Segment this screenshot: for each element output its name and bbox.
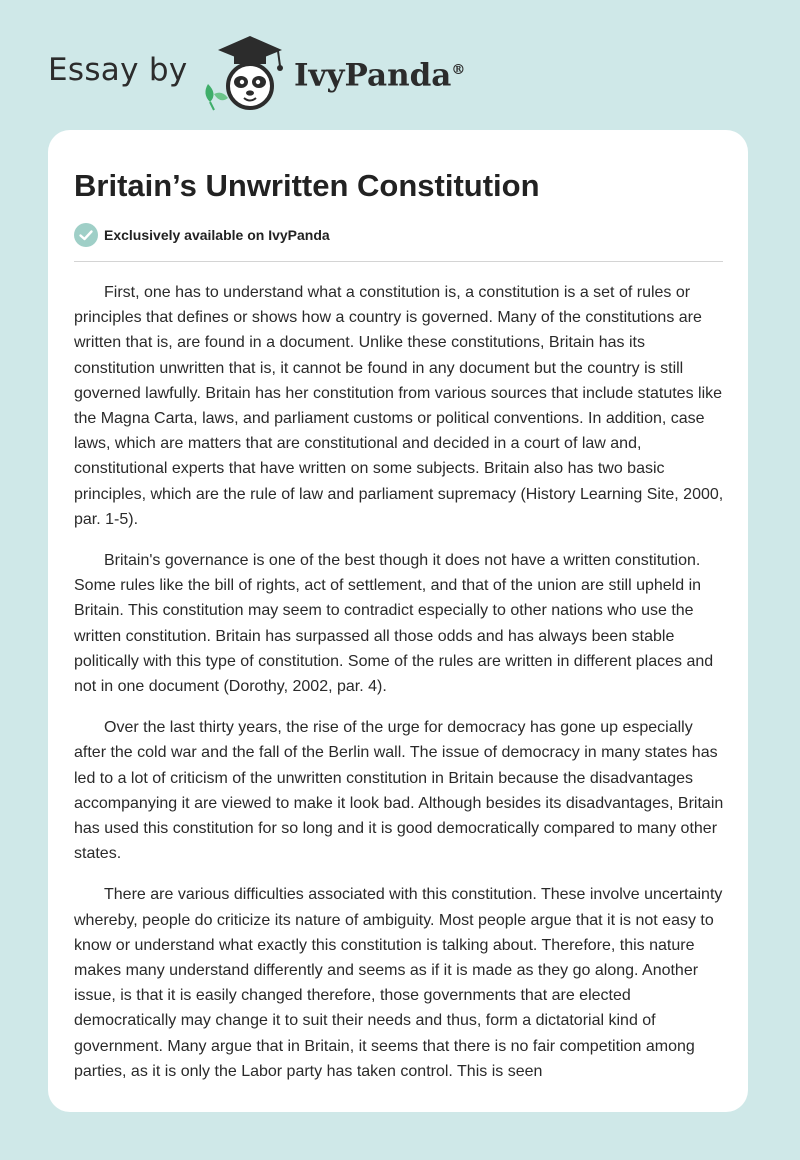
essay-card <box>48 130 748 1112</box>
essay-paragraph-1: First, one has to understand what a constitution is, a constitution is a set of rules or principles that defines or shows how a country is governed. Many of the constitutions are written that is, are found in a document. Unlike these constitutions, Britain has its constitution unwritten that is, it cannot be found in any document but the country is still governed lawfully. Britain has her constitution from various sources that include statutes like the Magna Carta, laws, and parliament customs or political conventions. In addition, case laws, which are matters that are constitutional and decided in a court of law and, constitutional experts that have written on some subjects. Britain also has two basic principles, which are the rule of law and parliament supremacy (History Learning Site, 2000, par. 1-5). <box>74 284 724 528</box>
essay-paragraph-3: Over the last thirty years, the rise of the urge for democracy has gone up especially after the cold war and the fall of the Berlin wall. The issue of democracy in many states has led to a lot of criticism of the unwritten constitution in Britain because the disadvantages accompanying it are viewed to make it look bad. Although besides its disadvantages, Britain has used this constitution for so long and it is good democratically compared to many other states. <box>74 719 724 863</box>
exclusive-label: Exclusively available on IvyPanda <box>104 227 330 243</box>
brand-prefix: Essay by <box>48 52 188 88</box>
title-divider <box>74 261 723 262</box>
brand-name[interactable] <box>294 50 465 95</box>
site-header <box>0 0 800 130</box>
panda-graduate-logo-icon[interactable] <box>200 32 296 112</box>
essay-paragraph-2: Britain's governance is one of the best though it does not have a written constitution. Some rules like the bill of rights, act of settlement, and that of the union are still upheld in Britain. This constitution may seem to contradict especially to other nations who use the written constitution. Britain has surpassed all those odds and has always been stable politically with this type of constitution. Some of the rules are written in different places and not in one document (Dorothy, 2002, par. 4). <box>74 552 714 696</box>
exclusive-badge <box>74 222 330 248</box>
check-circle-icon <box>74 223 98 247</box>
brand-name-text: IvyPanda <box>294 57 452 94</box>
essay-body <box>74 280 724 1100</box>
registered-mark: ® <box>451 62 466 78</box>
essay-title: Britain’s Unwritten Constitution <box>74 168 540 203</box>
essay-paragraph-4: There are various difficulties associated with this constitution. These involve uncertainty whereby, people do criticize its nature of ambiguity. Most people argue that it is not easy to know or understand what exactly this constitution is talking about. Therefore, this nature makes many understand differently and seems as if it is made as they go along. Another issue, is that it is easily changed therefore, those governments that are elected democratically may change it to suit their needs and thus, form a dictatorial kind of government. Many argue that in Britain, it seems that there is no fair competition among parties, as it is only the Labor party has taken control. This is seen <box>74 886 723 1080</box>
